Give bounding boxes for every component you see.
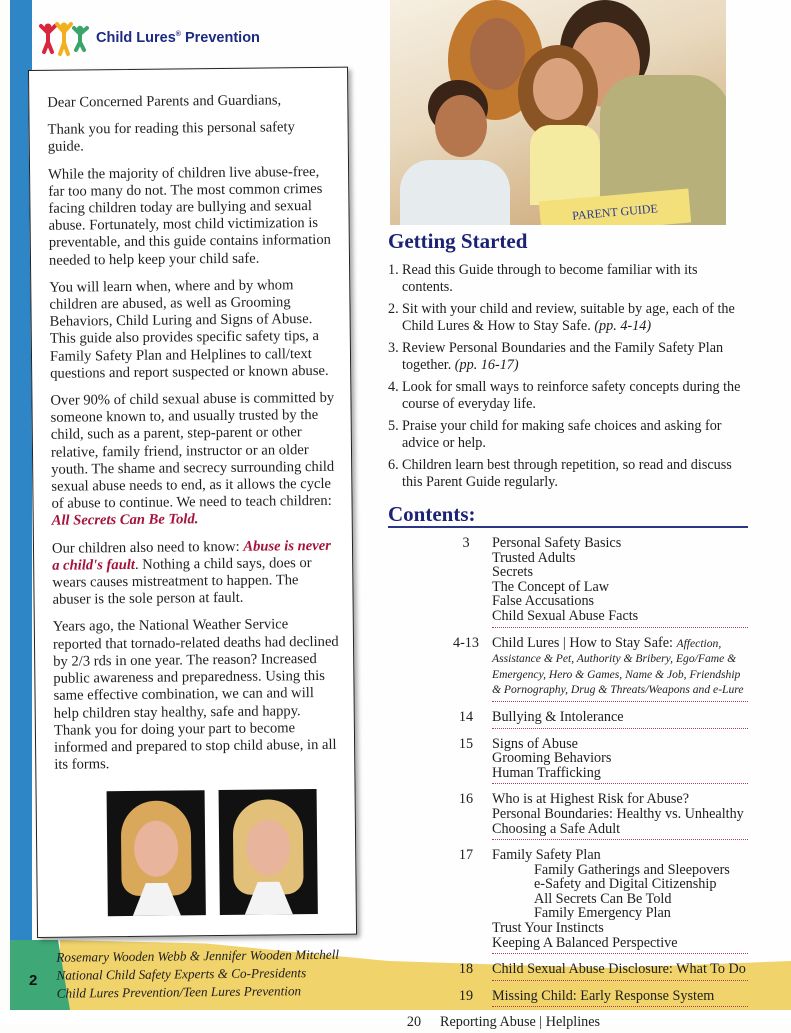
toc-line: Grooming Behaviors — [492, 750, 612, 767]
toc-entry[interactable] — [458, 729, 748, 785]
letter-salutation: Dear Concerned Parents and Guardians, — [47, 92, 282, 111]
toc-line: Human Trafficking — [492, 764, 601, 781]
toc-entry[interactable] — [458, 840, 748, 954]
step-item: 3. Review Personal Boundaries and the Family Safety Plan together. (pp. 16-17) — [388, 340, 724, 373]
toc-entry[interactable] — [462, 534, 748, 628]
step-item: 5. Praise your child for making safe choices and asking for advice or help. — [388, 418, 722, 451]
toc-entry[interactable] — [458, 784, 748, 840]
toc-entry[interactable] — [452, 628, 748, 702]
toc-line: False Accusations — [492, 593, 595, 610]
toc-entry[interactable] — [406, 1007, 748, 1033]
photo-boy-shirt — [400, 160, 510, 225]
toc-subline: Family Gatherings and Sleepovers — [534, 861, 730, 878]
getting-started-list — [388, 262, 748, 490]
step-item: 1. Read this Guide through to become familiar with its contents. — [388, 262, 698, 295]
toc-subline: All Secrets Can Be Told — [534, 890, 672, 907]
toc-page: 4-13 — [452, 634, 479, 651]
children-figures-icon — [38, 20, 90, 56]
signature-block — [56, 946, 343, 1003]
toc-line: Choosing a Safe Adult — [492, 820, 621, 837]
toc-line: Child Sexual Abuse Disclosure: What To Do — [492, 961, 746, 978]
photo-mother-face — [470, 18, 525, 90]
page-citation: (pp. 16-17) — [454, 356, 519, 373]
author-portrait-jennifer — [219, 789, 318, 915]
photo-boy-face — [435, 95, 487, 157]
photo-girl-dress — [530, 125, 600, 205]
toc-page: 15 — [458, 735, 474, 752]
toc-line: Child Sexual Abuse Facts — [492, 607, 639, 624]
brand-name: Child Lures® Prevention — [96, 30, 260, 46]
toc-subline: Family Emergency Plan — [534, 905, 671, 922]
toc-line: Personal Boundaries: Healthy vs. Unhealthy — [492, 805, 744, 822]
letter-paragraph: While the majority of children live abuse-free, far too many do not. The most common crimes facing children today are bullying and sexual abuse. Fortunately, most child victimization is preventable, and this guide contains information needed to help keep your child safe. — [48, 163, 331, 269]
toc-line: Trusted Adults — [492, 549, 576, 566]
contents-heading: Contents: — [388, 503, 748, 528]
emphasis-all-secrets: All Secrets Can Be Told. — [51, 511, 199, 530]
letter-paragraph: Thank you for reading this personal safety guide. — [47, 119, 295, 156]
step-item: 6. Children learn best through repetition, so read and discuss this Parent Guide regularly. — [388, 457, 732, 490]
signature-org: Child Lures Prevention/Teen Lures Prevention — [56, 983, 302, 1002]
toc-lures-list: Affection, Assistance & Pet, Authority & Bribery, Ego/Fame & Emergency, Hero & Games, Name & Job, Friendship & Pornography, Drug & Threats/Weapons and e-Lure — [492, 636, 744, 697]
toc-entry[interactable] — [458, 954, 748, 981]
step-item: 2. Sit with your child and review, suitable by age, each of the Child Lures & How to Stay Safe. (pp. 4-14) — [388, 301, 735, 334]
toc-line: The Concept of Law — [492, 578, 610, 595]
toc-line: Missing Child: Early Response System — [492, 987, 715, 1004]
letter-paragraph: You will learn when, where and by whom children are abused, as well as Grooming Behaviors, Child Luring and Signs of Abuse. This guide also provides specific safety tips, a Family Safety Plan and Helplines to call/text questions and report suspected or known abuse. — [49, 277, 329, 382]
toc-line: Family Safety Plan — [492, 847, 601, 864]
toc-page: 17 — [458, 847, 474, 864]
brand-logo — [38, 20, 260, 56]
toc-line: Child Lures | How to Stay Safe: — [492, 634, 677, 651]
toc-page: 16 — [458, 791, 474, 808]
toc-page: 19 — [458, 987, 474, 1004]
page-number: 2 — [29, 972, 38, 989]
right-column — [388, 229, 748, 1033]
parent-guide-booklet: PARENT GUIDE — [539, 189, 691, 225]
author-photos — [107, 789, 342, 916]
toc-entry[interactable] — [458, 981, 748, 1008]
letter-box — [28, 67, 357, 1002]
signature-names: Rosemary Wooden Webb & Jennifer Wooden Mitchell — [56, 947, 340, 966]
toc-line: Who is at Highest Risk for Abuse? — [492, 791, 690, 808]
emphasis-never-childs-fault: Abuse is never a child's fault — [52, 537, 331, 574]
toc-page: 20 — [406, 1014, 422, 1031]
table-of-contents — [406, 534, 748, 1033]
toc-page: 14 — [458, 708, 474, 725]
toc-line: Bullying & Intolerance — [492, 708, 624, 725]
toc-entry[interactable] — [458, 702, 748, 729]
toc-line: Signs of Abuse — [492, 735, 578, 752]
photo-girl-face — [533, 58, 583, 120]
toc-line: Reporting Abuse | Helplines — [440, 1014, 601, 1031]
toc-line: Personal Safety Basics — [492, 535, 622, 551]
letter-paragraph: Years ago, the National Weather Service reported that tornado-related deaths had declined by 2/3 rds in one year. The reason? Increased public awareness and preparedness. Using this same effective combination, we can and will help children stay healthy, safe and happy. Thank you for doing your part to become informed and prepared to stop child abuse, in all its forms. — [52, 616, 339, 773]
toc-subline: e-Safety and Digital Citizenship — [534, 876, 717, 893]
letter-paragraph: Our children also need to know: Abuse is never a child's fault. Nothing a child says, does or wears causes mistreatment to happen. The abuser is the sole person at fault. — [51, 537, 331, 609]
toc-line: Trust Your Instincts — [492, 920, 604, 937]
toc-page: 3 — [462, 535, 470, 551]
toc-line: Keeping A Balanced Perspective — [492, 934, 678, 951]
signature-title: National Child Safety Experts & Co-Presidents — [56, 965, 307, 984]
toc-page: 18 — [458, 961, 474, 978]
letter-paragraph: Over 90% of child sexual abuse is committed by someone known to, and usually trusted by the child, such as a parent, step-parent or other relative, family friend, instructor or an older youth. The shame and secrecy surrounding child sexual abuse needs to end, as it allows the cycle of abuse to continue. We need to teach children: All Secrets Can Be Told. — [50, 389, 335, 530]
getting-started-heading: Getting Started — [388, 229, 528, 253]
family-photo — [390, 0, 726, 225]
page-citation: (pp. 4-14) — [594, 317, 652, 334]
author-portrait-rosemary — [107, 791, 206, 917]
step-item: 4. Look for small ways to reinforce safety concepts during the course of everyday life. — [388, 379, 741, 412]
toc-line: Secrets — [492, 564, 533, 581]
